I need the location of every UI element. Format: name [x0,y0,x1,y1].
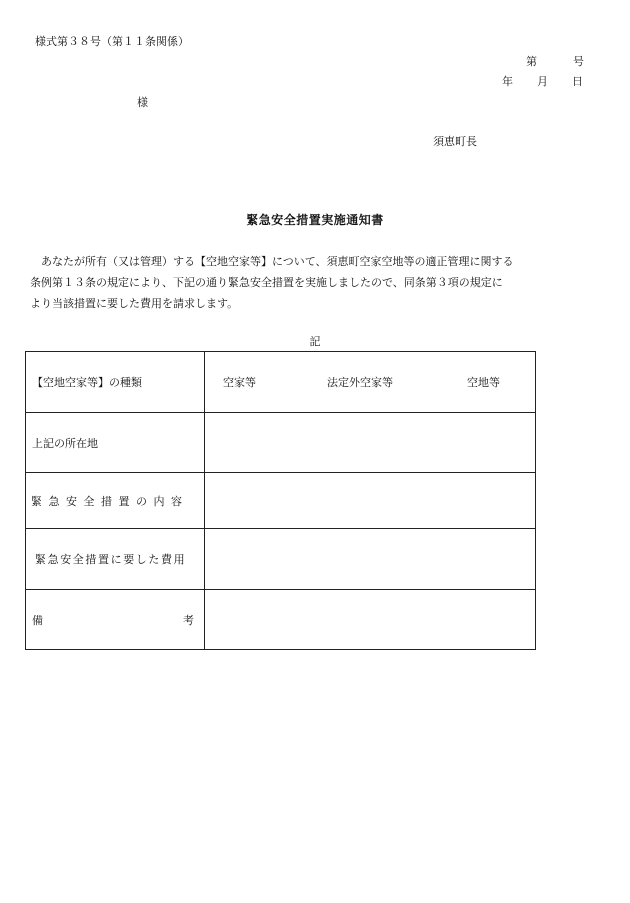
form-number: 様式第３８号（第１１条関係） [35,35,189,48]
date-day: 日 [572,75,583,88]
body-line: あなたが所有（又は管理）する【空地空家等】について、須恵町空家空地等の適正管理に関する [41,255,514,268]
type-label: 【空地空家等】の種類 [26,352,205,413]
cost-value [205,529,536,590]
date-year: 年 [502,75,513,88]
date-month: 月 [537,75,548,88]
ki-heading: 記 [309,335,321,348]
remarks-label-part-1: 備 [32,613,43,627]
addressee: 様 [137,96,148,109]
location-value [205,413,536,473]
content-value [205,473,536,529]
cost-label: 緊急安全措置に要した費用 [26,529,205,590]
remarks-value [205,590,536,650]
table-row [26,352,536,413]
notice-body [30,251,560,314]
doc-number-suffix: 号 [573,55,584,68]
notice-table [25,351,536,650]
body-line: 条例第１３条の規定により、下記の通り緊急安全措置を実施しましたので、同条第３項の規定に [30,276,503,289]
remarks-label-part-2: 考 [183,613,194,627]
document-title: 緊急安全措置実施通知書 [246,213,384,227]
content-label: 緊急安全措置の内容 [26,473,205,529]
type-option-akichi: 空地等 [467,376,500,389]
table-row [26,529,536,590]
type-option-hoteigai: 法定外空家等 [327,376,393,389]
type-options [205,352,536,413]
table-row [26,590,536,650]
location-label: 上記の所在地 [26,413,205,473]
type-option-akiya: 空家等 [223,376,256,389]
table-row [26,473,536,529]
body-line: より当該措置に要した費用を請求します。 [30,297,239,310]
remarks-label [26,590,205,650]
doc-number-prefix: 第 [526,55,537,68]
issuer: 須恵町長 [433,135,477,148]
table-row [26,413,536,473]
